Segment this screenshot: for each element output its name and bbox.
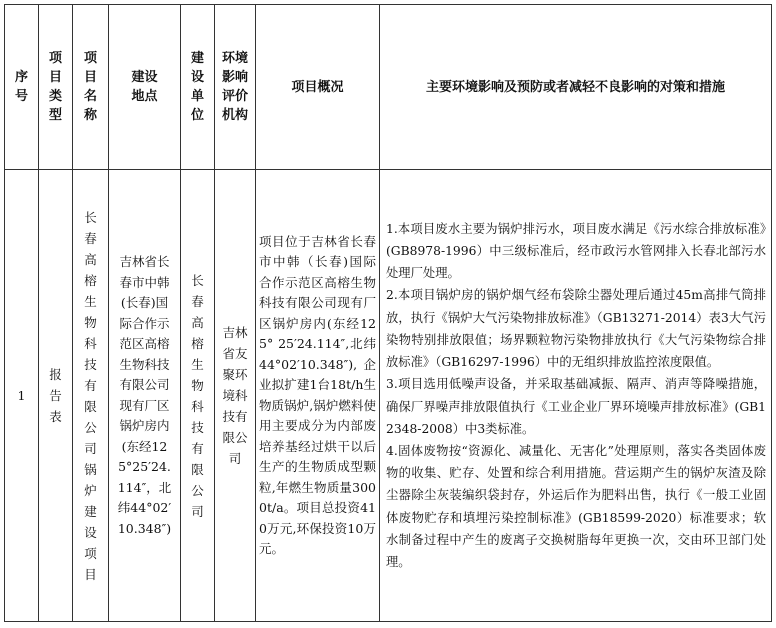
header-overview: 项目概况 bbox=[256, 5, 380, 170]
measure-item: 4.固体废物按“资源化、减量化、无害化”处理原则，落实各类固体废物的收集、贮存、处置和综合利用措施。营运期产生的锅炉灰渣及除尘器除尘灰装编织袋封存，外运后作为肥料出售，执行《一般工业固体废物贮存和填埋污染控制标准》(GB18599-2020）标准要求；软水制备过程中产生的废离子交换树脂每年更换一次，交由环卫部门处理。 bbox=[386, 443, 766, 569]
measure-item: 2.本项目锅炉房的锅炉烟气经布袋除尘器处理后通过45m高排气筒排放，执行《锅炉大气污染物排放标准》（GB13271-2014）表3大气污染物特别排放限值；场界颗粒物污染物排放执行《大气污染物综合排放标准》（GB16297-1996）中的无组织排放监控浓度限值。 bbox=[386, 288, 766, 370]
header-project-name: 项目名称 bbox=[73, 5, 109, 170]
header-construction-unit: 建设单位 bbox=[181, 5, 215, 170]
header-location: 建设地点 bbox=[109, 5, 181, 170]
header-row bbox=[5, 5, 772, 170]
cell-seq: 1 bbox=[5, 170, 39, 622]
cell-project-type: 报告表 bbox=[39, 170, 73, 622]
cell-eia-organization: 吉林省友聚环境科技有限公司 bbox=[215, 170, 256, 622]
measure-item: 3.项目选用低噪声设备，并采取基础减振、隔声、消声等降噪措施，确保厂界噪声排放限值执行《工业企业厂界环境噪声排放标准》(GB12348-2008）中3类标准。 bbox=[386, 377, 766, 436]
header-eia-organization: 环境影响评价机构 bbox=[215, 5, 256, 170]
cell-measures bbox=[380, 170, 772, 622]
header-project-type: 项目类型 bbox=[39, 5, 73, 170]
measure-item: 1.本项目废水主要为锅炉排污水，项目废水满足《污水综合排放标准》(GB8978-1996）中三级标准后，经市政污水管网排入长春北部污水处理厂处理。 bbox=[386, 221, 766, 281]
header-seq: 序号 bbox=[5, 5, 39, 170]
table-row bbox=[5, 170, 772, 622]
cell-overview: 项目位于吉林省长春市中韩（长春)国际合作示范区高榕生物科技有限公司现有厂区锅炉房内(东经125° 25′24.114″,北纬44°02′10.348″),企业拟扩建1台18t/h生物质锅炉,锅炉燃料使用主要成分为内部废培养基经过烘干以后生产的生物质成型颗粒,年燃生物质量3000t/a。项目总投资410万元,环保投资10万元。 bbox=[256, 170, 380, 622]
cell-project-name: 长春高榕生物科技有限公司锅炉建设项目 bbox=[73, 170, 109, 622]
header-measures: 主要环境影响及预防或者减轻不良影响的对策和措施 bbox=[380, 5, 772, 170]
environmental-impact-table bbox=[4, 4, 772, 622]
cell-location: 吉林省长春市中韩(长春)国际合作示范区高榕生物科技有限公司现有厂区锅炉房内(东经125°25′24.114″，北纬44°02′10.348″) bbox=[109, 170, 181, 622]
cell-construction-unit: 长春高榕生物科技有限公司 bbox=[181, 170, 215, 622]
